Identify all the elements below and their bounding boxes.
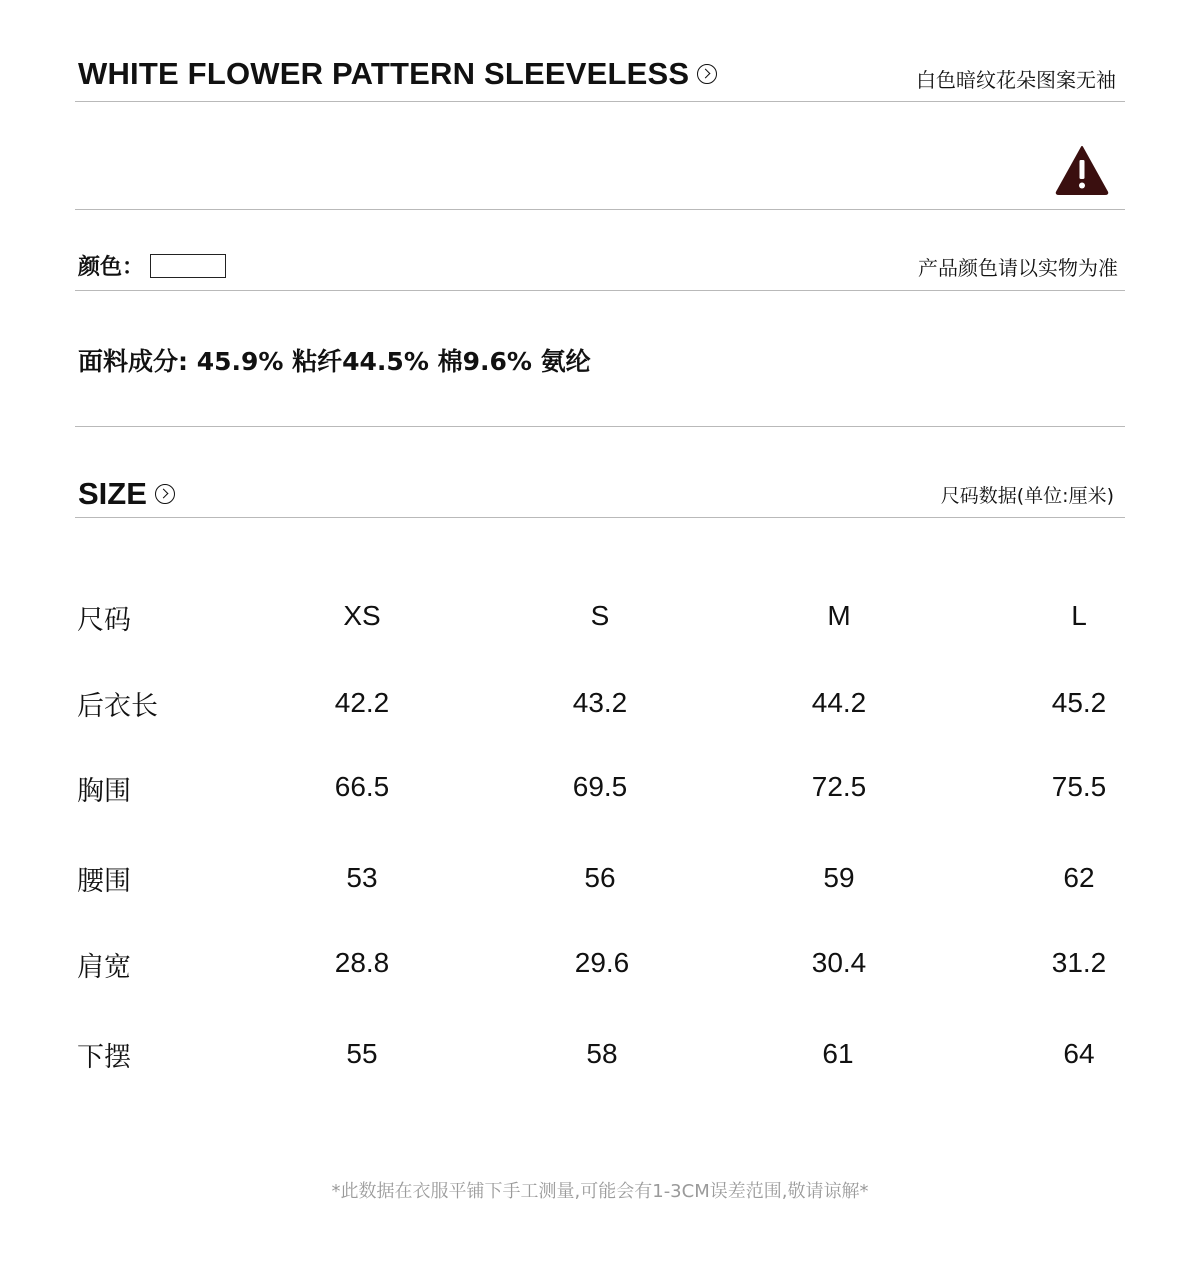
table-cell: 30.4 (811, 947, 867, 978)
table-cell: 31.2 (1051, 947, 1107, 978)
color-note: 产品颜色请以实物为准 (918, 256, 1118, 280)
product-title-text: WHITE FLOWER PATTERN SLEEVELESS (78, 56, 690, 91)
table-cell: 44.2 (811, 687, 867, 718)
color-row (78, 250, 226, 281)
size-header-m: M (827, 600, 851, 631)
table-cell: 64 (1063, 1038, 1095, 1069)
size-section-title (78, 476, 175, 512)
product-title-cn: 白色暗纹花朵图案无袖 (916, 68, 1116, 92)
row-label: 腰围 (77, 866, 131, 897)
divider (75, 290, 1125, 291)
row-label: 下摆 (77, 1042, 131, 1073)
table-cell: 29.6 (574, 947, 630, 978)
divider (75, 101, 1125, 102)
warning-triangle-icon (1055, 145, 1109, 195)
fabric-composition: 面料成分: 45.9% 粘纤44.5% 棉9.6% 氨纶 (78, 347, 591, 376)
table-cell: 66.5 (334, 771, 390, 802)
chevron-circle-right-icon[interactable] (697, 64, 717, 84)
size-title-text: SIZE (78, 476, 147, 511)
color-label: 颜色： (78, 255, 145, 280)
table-cell: 55 (346, 1038, 378, 1069)
table-cell: 61 (822, 1038, 854, 1069)
table-cell: 53 (346, 862, 378, 893)
measurement-footnote: *此数据在衣服平铺下手工测量,可能会有1-3CM误差范围,敬请谅解* (331, 1181, 869, 1202)
row-label: 后衣长 (77, 691, 158, 722)
table-cell: 72.5 (811, 771, 867, 802)
product-title (78, 56, 717, 92)
row-label: 胸围 (77, 776, 131, 807)
table-cell: 75.5 (1051, 771, 1107, 802)
chevron-circle-right-icon[interactable] (155, 484, 175, 504)
table-cell: 43.2 (572, 687, 628, 718)
table-cell: 28.8 (334, 947, 390, 978)
color-swatch[interactable] (150, 254, 226, 278)
divider (75, 517, 1125, 518)
table-cell: 62 (1063, 862, 1095, 893)
row-label: 肩宽 (77, 952, 131, 983)
size-header-xs: XS (343, 600, 381, 631)
table-cell: 69.5 (572, 771, 628, 802)
size-header-s: S (590, 600, 610, 631)
size-unit-note: 尺码数据(单位:厘米) (940, 485, 1114, 507)
table-cell: 58 (586, 1038, 618, 1069)
divider (75, 426, 1125, 427)
divider (75, 209, 1125, 210)
table-cell: 45.2 (1051, 687, 1107, 718)
table-header-label: 尺码 (77, 605, 131, 636)
table-cell: 59 (823, 862, 855, 893)
table-cell: 42.2 (334, 687, 390, 718)
size-header-l: L (1071, 600, 1087, 631)
table-cell: 56 (584, 862, 616, 893)
